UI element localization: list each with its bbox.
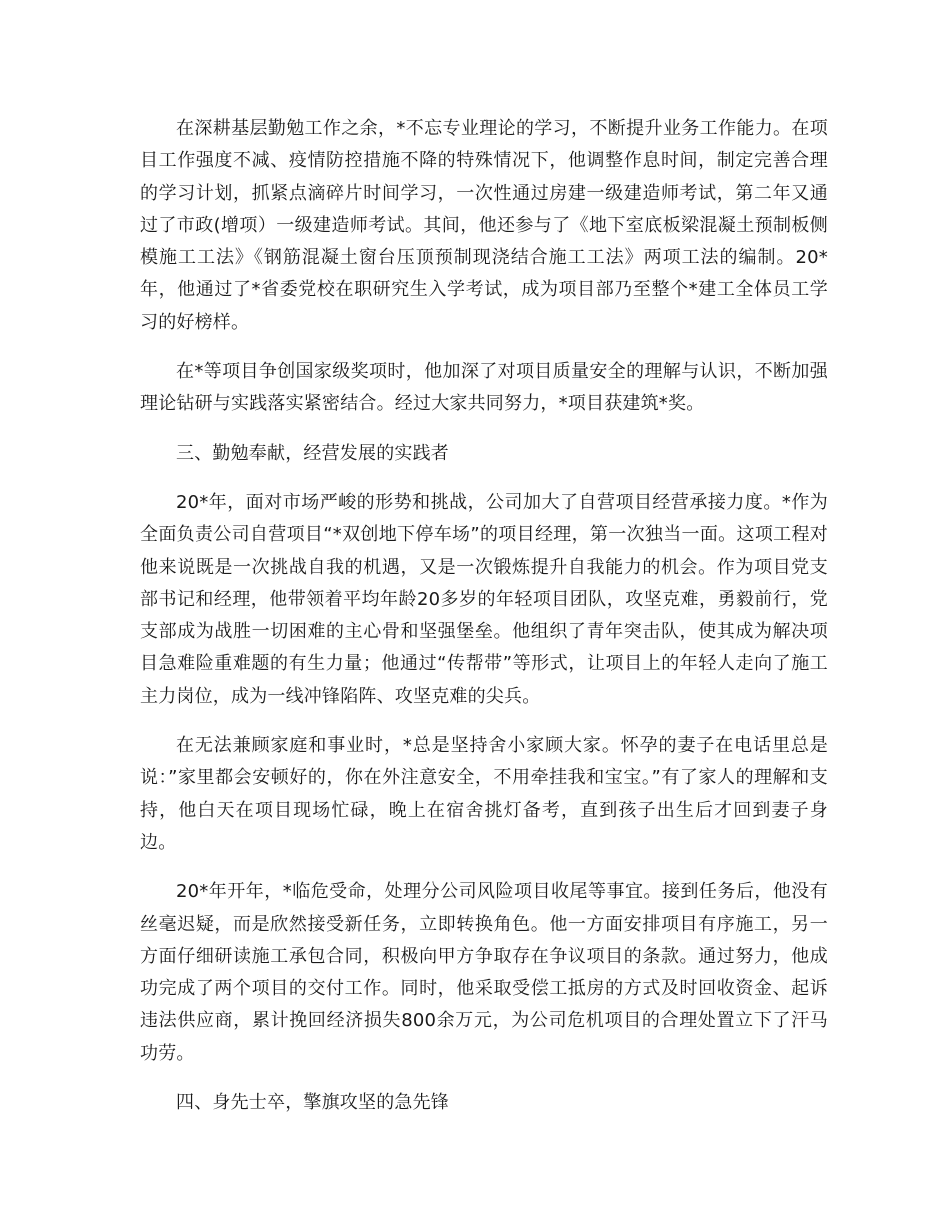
paragraph-risk-project: 20*年开年，*临危受命，处理分公司风险项目收尾等事宜。接到任务后，他没有丝毫迟疑，而是欣然接受新任务，立即转换角色。他一方面安排项目有序施工，另一方面仔细研读施工承包合同，积极向甲方争取存在争议项目的条款。通过努力，他成功完成了两个项目的交付工作。同时，他采取受偿工抵房的方式及时回收资金、起诉违法供应商，累计挽回经济损失800余万元，为公司危机项目的合理处置立下了汗马功劳。: [140, 881, 828, 1064]
paragraph-award: 在*等项目争创国家级奖项时，他加深了对项目质量安全的理解与认识，不断加强理论钻研与实践落实紧密结合。经过大家共同努力，*项目获建筑*奖。: [140, 361, 828, 415]
document-body: [140, 113, 828, 1136]
section-heading-4: 四、身先士卒，擎旗攻坚的急先锋: [176, 1092, 449, 1114]
paragraph-study: 在深耕基层勤勉工作之余，*不忘专业理论的学习，不断提升业务工作能力。在项目工作强度不减、疫情防控措施不降的特殊情况下，他调整作息时间，制定完善合理的学习计划，抓紧点滴碎片时间学习，一次性通过房建一级建造师考试，第二年又通过了市政(增项）一级建造师考试。其间，他还参与了《地下室底板梁混凝土预制板侧模施工工法》《钢筋混凝土窗台压顶预制现浇结合施工工法》两项工法的编制。20*年，他通过了*省委党校在职研究生入学考试，成为项目部乃至整个*建工全体员工学习的好榜样。: [140, 118, 828, 333]
paragraph-project-manager: 20*年，面对市场严峻的形势和挑战，公司加大了自营项目经营承接力度。*作为全面负责公司自营项目“*双创地下停车场”的项目经理，第一次独当一面。这项工程对他来说既是一次挑战自我的机遇，又是一次锻炼提升自我能力的机会。作为项目党支部书记和经理，他带领着平均年龄20多岁的年轻项目团队，攻坚克难，勇毅前行，党支部成为战胜一切困难的主心骨和坚强堡垒。他组织了青年突击队，使其成为解决项目急难险重难题的有生力量；他通过“传帮带”等形式，让项目上的年轻人走向了施工主力岗位，成为一线冲锋陷阵、攻坚克难的尖兵。: [140, 491, 828, 707]
paragraph-family: 在无法兼顾家庭和事业时，*总是坚持舍小家顾大家。怀孕的妻子在电话里总是说：”家里都会安顿好的，你在外注意安全，不用牵挂我和宝宝。”有了家人的理解和支持，他白天在项目现场忙碌，晚上在宿舍挑灯备考，直到孩子出生后才回到妻子身边。: [140, 735, 828, 853]
section-heading-3: 三、勤勉奉献，经营发展的实践者: [176, 442, 449, 464]
